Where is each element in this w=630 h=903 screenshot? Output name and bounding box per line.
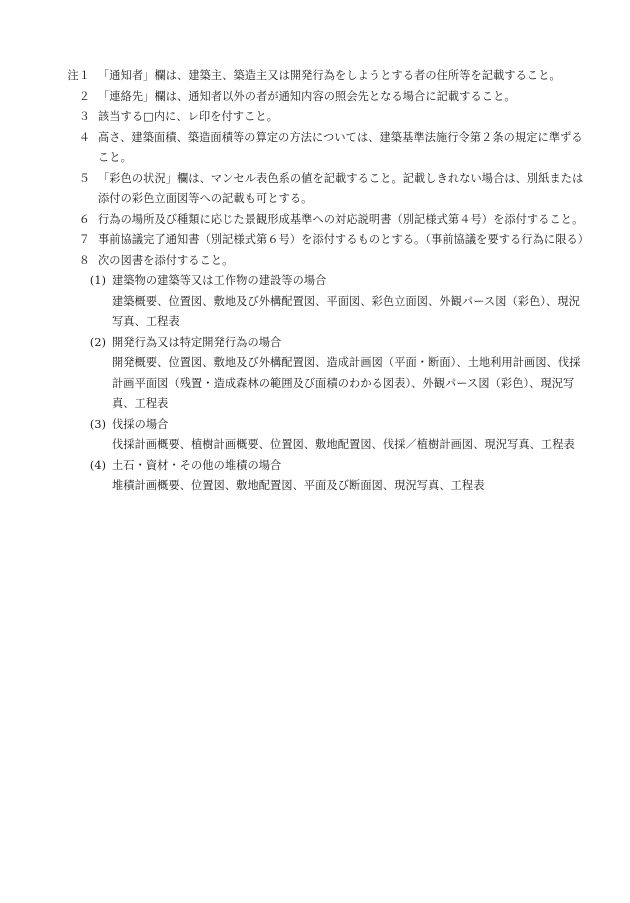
note-6	[64, 210, 584, 231]
note-5	[64, 169, 584, 210]
subitem-detail: 開発概要、位置図、敷地及び外構配置図、造成計画図（平面・断面）、土地利用計画図、伐採計画平面図（残置・造成森林の範囲及び面積のわかる図表）、外観パース図（彩色）、現況写真、工程表	[112, 356, 581, 410]
note-7	[64, 230, 590, 251]
note-number: ８	[78, 253, 90, 267]
note-text: 事前協議完了通知書（別記様式第６号）を添付するものとする。（事前協議を要する行為に限る）	[98, 233, 590, 246]
subitem-body	[112, 271, 584, 333]
note-text: 「通知者」欄は、建築主、築造主又は開発行為をしようとする者の住所等を記載すること。	[98, 69, 561, 82]
note-4	[64, 128, 584, 169]
note-8	[64, 251, 584, 272]
note-text: 「連絡先」欄は、通知者以外の者が通知内容の照会先となる場合に記載すること。	[98, 89, 516, 103]
subitem-number: (4)	[89, 458, 107, 472]
subitem-2	[84, 333, 584, 415]
note-2	[64, 87, 584, 108]
subitem-title: 建築物の建築等又は工作物の建設等の場合	[112, 274, 327, 287]
note-number: ３	[78, 110, 90, 123]
subitem-detail: 堆積計画概要、位置図、敷地配置図、平面及び断面図、現況写真、工程表	[112, 479, 485, 492]
notes-list	[64, 66, 590, 497]
note-text: 次の図書を添付すること。	[98, 253, 234, 267]
subitem-title: 開発行為又は特定開発行為の場合	[112, 335, 282, 349]
note-number: ５	[78, 171, 90, 185]
note-text: 行為の場所及び種類に応じた景観形成基準への対応説明書（別記様式第４号）を添付すること。	[98, 212, 584, 226]
note-number: ４	[78, 130, 90, 144]
note-number: ６	[78, 212, 90, 226]
note-number: ７	[78, 233, 90, 246]
note-number: 注１	[67, 69, 90, 82]
subitem-body	[112, 333, 584, 415]
subitem-3	[84, 415, 584, 456]
note-text: 「彩色の状況」欄は、マンセル表色系の値を記載すること。記載しきれない場合は、別紙または添付の彩色立面図等への記載も可とする。	[98, 171, 584, 205]
subitem-title: 土石・資材・その他の堆積の場合	[112, 458, 282, 472]
subitem-body	[112, 415, 584, 456]
subitem-detail: 建築概要、位置図、敷地及び外構配置図、平面図、彩色立面図、外観パース図（彩色）、現況写真、工程表	[112, 294, 580, 328]
subitem-number: (3)	[89, 417, 107, 431]
subitem-title: 伐採の場合	[112, 417, 169, 431]
subitem-number: (2)	[89, 335, 107, 349]
note-3	[64, 107, 584, 128]
note-text: 該当する□内に、レ印を付すこと。	[98, 110, 278, 123]
note-1	[64, 66, 584, 87]
subitem-4	[84, 456, 584, 497]
note-number: ２	[78, 89, 90, 103]
subitem-1	[84, 271, 584, 333]
subitem-body	[112, 456, 584, 497]
subitem-number: (1)	[89, 274, 107, 287]
subitem-detail: 伐採計画概要、植樹計画概要、位置図、敷地配置図、伐採／植樹計画図、現況写真、工程表	[112, 438, 575, 451]
note-text: 高さ、建築面積、築造面積等の算定の方法については、建築基準法施行令第２条の規定に準ずること。	[98, 130, 583, 164]
